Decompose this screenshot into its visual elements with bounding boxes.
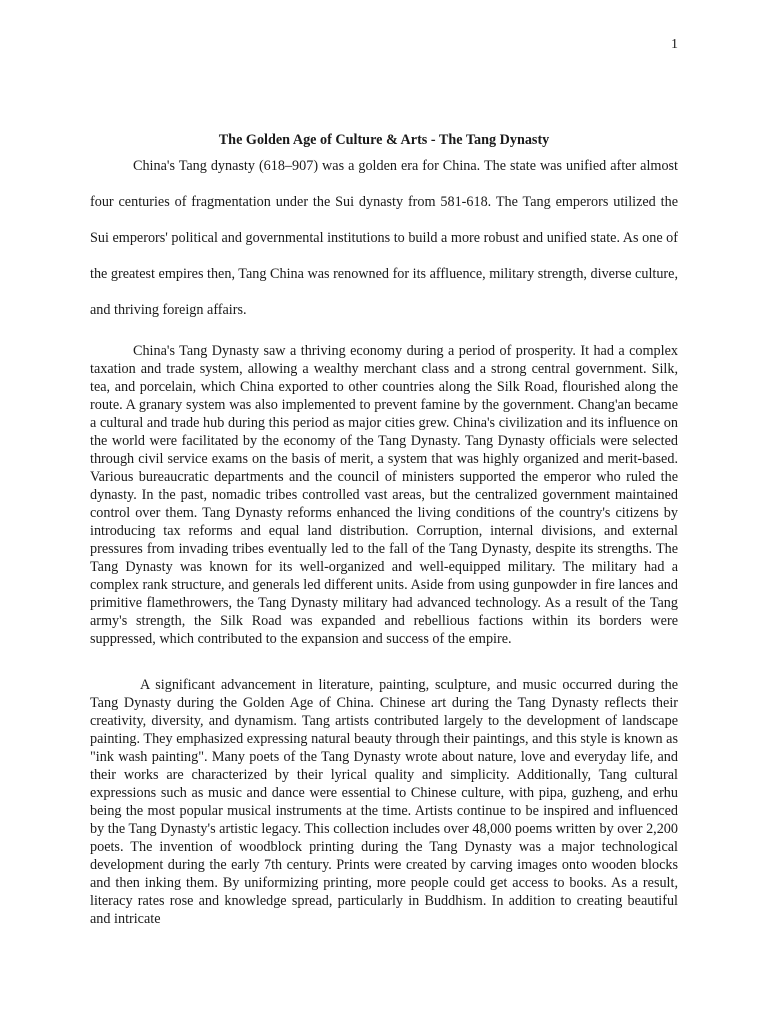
body-paragraph-culture: A significant advancement in literature, painting, sculpture, and music occurred during the Tang Dynasty during the Golden Age of China. Chinese art during the Tang Dynasty reflects their creativity, diversity, and dynamism. Tang artists contributed largely to the development of landscape painting. They emphasized expressing natural beauty through their paintings, and this style is known as "ink wash painting". Many poets of the Tang Dynasty wrote about nature, love and everyday life, and their works are characterized by their lyrical quality and simplicity. Additionally, Tang cultural expressions such as music and dance were essential to Chinese culture, with pipa, guzheng, and erhu being the most popular musical instruments at the time. Artists continue to be inspired and influenced by the Tang Dynasty's artistic legacy. This collection includes over 48,000 poems written by over 2,200 poets. The invention of woodblock printing during the Tang Dynasty was a major technological development during the early 7th century. Prints were created by carving images onto wooden blocks and then inking them. By uniformizing printing, more people could get access to books. As a result, literacy rates rose and knowledge spread, particularly in Buddhism. In addition to creating beautiful and intricate [90, 677, 678, 927]
intro-paragraph: China's Tang dynasty (618–907) was a golden era for China. The state was unified after almost four centuries of fragmentation under the Sui dynasty from 581-618. The Tang emperors utilized the Sui emperors' political and governmental institutions to build a more robust and unified state. As one of the greatest empires then, Tang China was renowned for its affluence, military strength, diverse culture, and thriving foreign affairs. [90, 158, 678, 318]
body-paragraph-economy: China's Tang Dynasty saw a thriving economy during a period of prosperity. It had a complex taxation and trade system, allowing a wealthy merchant class and a strong central government. Silk, tea, and porcelain, which China exported to other countries along the Silk Road, flourished along the route. A granary system was also implemented to prevent famine by the government. Chang'an became a cultural and trade hub during this period as major cities grew. China's civilization and its influence on the world were facilitated by the economy of the Tang Dynasty. Tang Dynasty officials were selected through civil service exams on the basis of merit, a system that was highly organized and merit-based. Various bureaucratic departments and the council of ministers supported the emperor who ruled the dynasty. In the past, nomadic tribes controlled vast areas, but the centralized government maintained control over them. Tang Dynasty reforms enhanced the living conditions of the country's citizens by introducing tax reforms and equal land distribution. Corruption, internal divisions, and external pressures from invading tribes eventually led to the fall of the Tang Dynasty, despite its strengths. The Tang Dynasty was known for its well-organized and well-equipped military. The military had a complex rank structure, and generals led different units. Aside from using gunpowder in fire lances and primitive flamethrowers, the Tang Dynasty military had advanced technology. As a result of the Tang army's strength, the Silk Road was expanded and rebellious factions within its borders were suppressed, which contributed to the expansion and success of the empire. [90, 343, 678, 647]
document-title: The Golden Age of Culture & Arts - The Tang Dynasty [218, 132, 550, 148]
page-number: 1 [671, 37, 678, 52]
